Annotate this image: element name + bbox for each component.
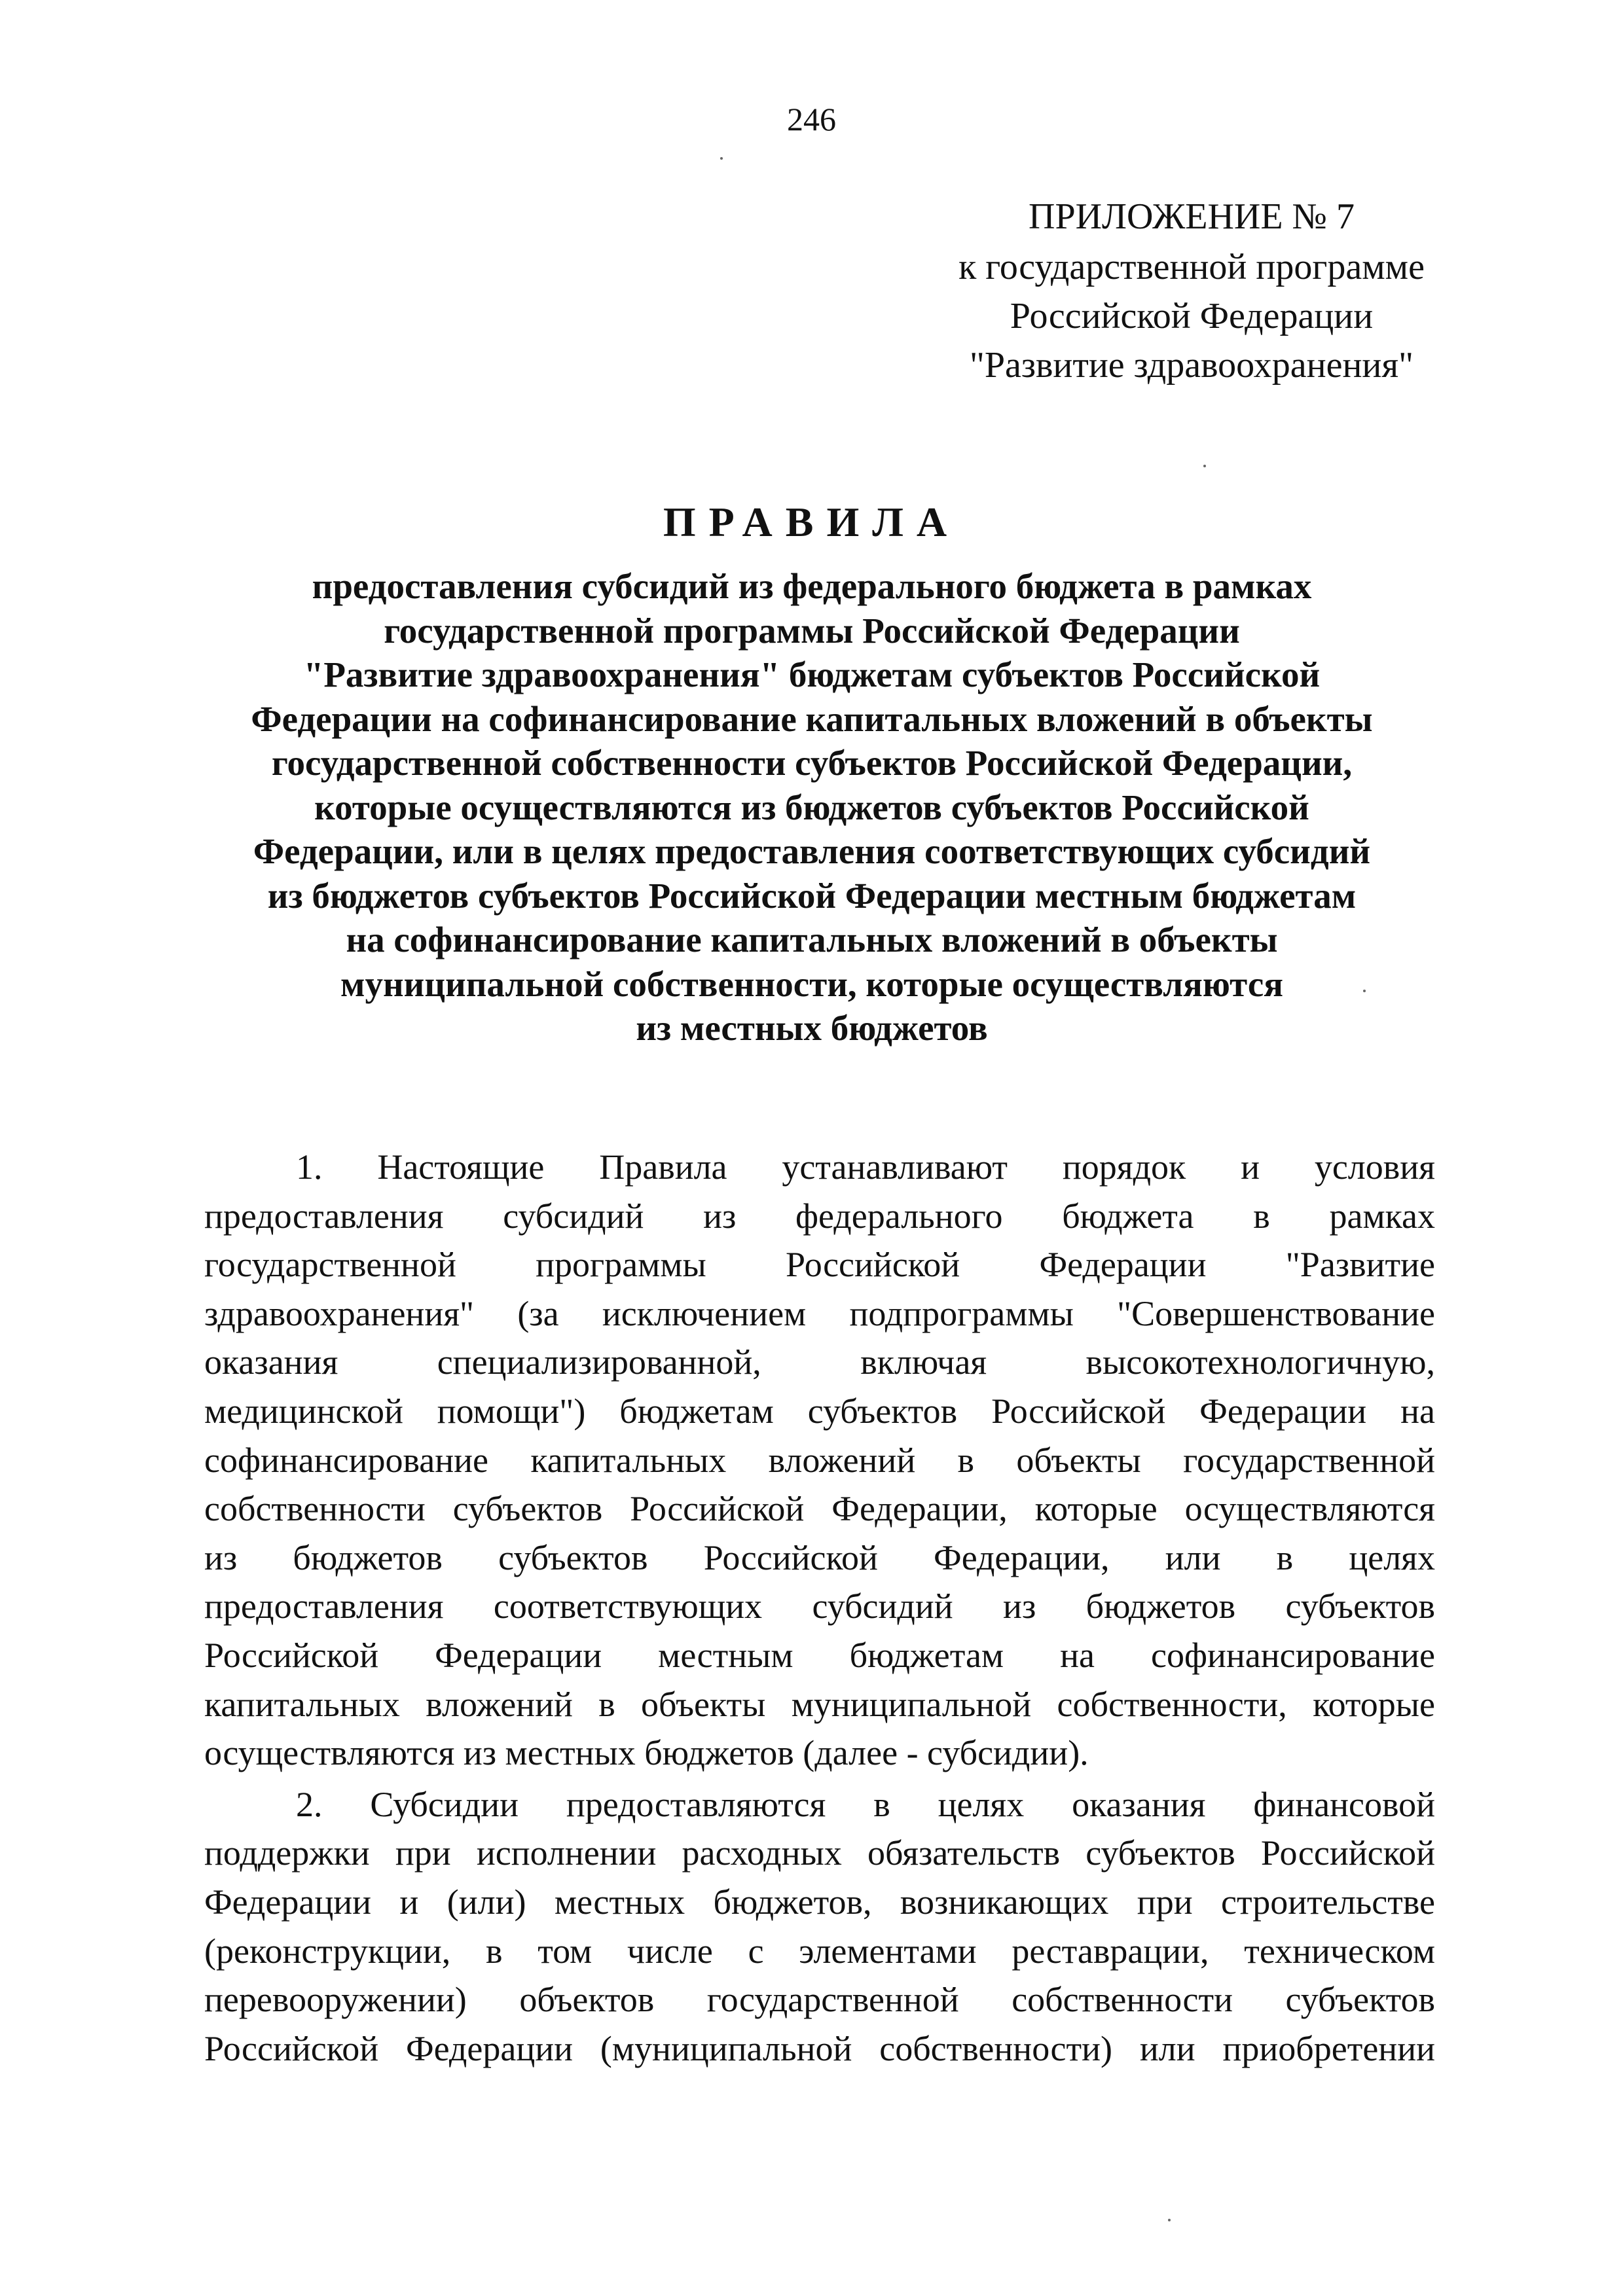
subtitle-line: муниципальной собственности, которые осуществляются: [340, 963, 1284, 1004]
annex-line: "Развитие здравоохранения": [969, 345, 1414, 386]
paragraph-line: (реконструкции, в том числе с элементами реставрации, техническом: [204, 1931, 1435, 1971]
paragraph-line: собственности субъектов Российской Федерации, которые осуществляются: [204, 1489, 1435, 1529]
subtitle-line: на софинансирование капитальных вложений в объекты: [346, 920, 1278, 960]
paragraph-line: предоставления соответствующих субсидий из бюджетов субъектов: [204, 1587, 1435, 1626]
paragraph-2: [204, 1780, 1435, 2073]
annex-block: [903, 192, 1480, 390]
scan-speck: [720, 157, 723, 160]
scan-speck: [1168, 2219, 1171, 2221]
annex-line: к государственной программе: [958, 247, 1425, 287]
paragraph-line: предоставления субсидий из федерального бюджета в рамках: [204, 1196, 1435, 1236]
document-body: [204, 1143, 1435, 2073]
paragraph-1: [204, 1143, 1435, 1778]
subtitle-line: из местных бюджетов: [636, 1008, 988, 1048]
subtitle-line: государственной собственности субъектов Российской Федерации,: [271, 743, 1353, 783]
paragraph-line: государственной программы Российской Федерации "Развитие: [204, 1245, 1435, 1285]
subtitle-line: которые осуществляются из бюджетов субъектов Российской: [314, 787, 1309, 827]
paragraph-line: из бюджетов субъектов Российской Федерации, или в целях: [204, 1537, 1435, 1577]
paragraph-line: софинансирование капитальных вложений в объекты государственной: [204, 1440, 1435, 1480]
page-number: 246: [787, 101, 836, 137]
subtitle-line: Федерации на софинансирование капитальных вложений в объекты: [251, 698, 1373, 739]
document-title: ПРАВИЛА: [663, 499, 960, 545]
paragraph-line: перевооружении) объектов государственной собственности субъектов: [204, 1980, 1435, 2020]
paragraph-line: Федерации и (или) местных бюджетов, возникающих при строительстве: [204, 1882, 1435, 1922]
paragraph-line: 1. Настоящие Правила устанавливают порядок и условия: [296, 1147, 1435, 1187]
paragraph-line: осуществляются из местных бюджетов (далее - субсидии).: [204, 1733, 1089, 1773]
paragraph-line: 2. Субсидии предоставляются в целях оказания финансовой: [296, 1784, 1435, 1824]
paragraph-line: Российской Федерации местным бюджетам на софинансирование: [204, 1635, 1435, 1675]
paragraph-line: поддержки при исполнении расходных обязательств субъектов Российской: [204, 1833, 1435, 1873]
subtitle-line: Федерации, или в целях предоставления соответствующих субсидий: [253, 831, 1371, 871]
document-subtitle: [196, 564, 1427, 1050]
subtitle-line: предоставления субсидий из федерального бюджета в рамках: [312, 566, 1312, 606]
annex-line: Российской Федерации: [1010, 296, 1374, 336]
paragraph-line: здравоохранения" (за исключением подпрограммы "Совершенствование: [204, 1293, 1435, 1333]
annex-title: ПРИЛОЖЕНИЕ № 7: [1029, 196, 1355, 237]
paragraph-line: медицинской помощи") бюджетам субъектов Российской Федерации на: [204, 1391, 1435, 1431]
subtitle-line: "Развитие здравоохранения" бюджетам субъектов Российской: [303, 655, 1321, 694]
subtitle-line: государственной программы Российской Федерации: [384, 610, 1240, 651]
paragraph-line: капитальных вложений в объекты муниципальной собственности, которые: [204, 1684, 1435, 1724]
scan-speck: [1363, 990, 1366, 992]
subtitle-line: из бюджетов субъектов Российской Федерации местным бюджетам: [267, 875, 1357, 916]
paragraph-line: оказания специализированной, включая высокотехнологичную,: [204, 1342, 1435, 1382]
paragraph-line: Российской Федерации (муниципальной собственности) или приобретении: [204, 2028, 1435, 2068]
scan-speck: [1203, 465, 1206, 467]
